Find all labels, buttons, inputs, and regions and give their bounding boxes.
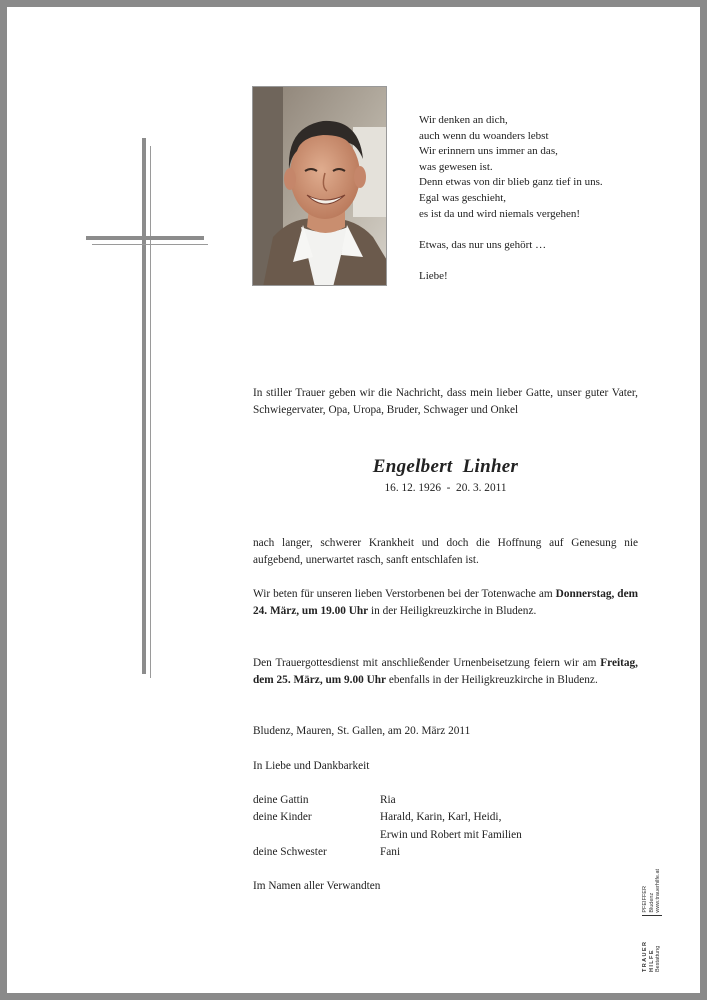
poem-line: auch wenn du woanders lebst [419, 129, 549, 142]
cross-horizontal-bar [86, 236, 204, 240]
poem-line: Wir erinnern uns immer an das, [419, 145, 558, 158]
cross-vertical-shadow [150, 146, 151, 678]
mourner-row [253, 827, 638, 844]
deceased-name: Engelbert Linher [372, 456, 519, 477]
mourner-relation: deine Kinder [253, 811, 312, 824]
wake-location: in der Heiligkreuzkirche in Bludenz. [368, 605, 537, 617]
mourner-relation [253, 827, 380, 844]
mourner-row [253, 792, 638, 809]
funeral-location: ebenfalls in der Heiligkreuzkirche in Bludenz. [386, 674, 598, 686]
logo-company-block [642, 867, 662, 913]
poem [419, 113, 669, 285]
funeral-home-logo [642, 867, 662, 972]
place-and-date: Bludenz, Mauren, St. Gallen, am 20. März 2011 [253, 725, 471, 737]
poem-line: es ist da und wird niemals vergehen! [419, 207, 581, 220]
mourner-names: Fani [380, 845, 401, 858]
cross-vertical-bar [142, 138, 146, 674]
logo-brand-block [642, 915, 662, 972]
mourner-relation: deine Gattin [253, 794, 309, 806]
closing-phrase: In Liebe und Dankbarkeit [253, 760, 370, 772]
poem-line: Denn etwas von dir blieb ganz tief in uns. [419, 176, 603, 189]
cross-horizontal-shadow [92, 244, 208, 245]
mourner-row [253, 809, 638, 826]
funeral-info [253, 655, 638, 689]
poem-stanza-break [419, 253, 669, 269]
funeral-info-text: Den Trauergottesdienst mit anschließender Urnenbeisetzung feiern wir am [253, 657, 601, 669]
life-dates: 16. 12. 1926 - 20. 3. 2011 [384, 482, 507, 494]
mourners-list [253, 792, 638, 861]
poem-stanza-break [419, 222, 669, 238]
mourner-names: Harald, Karin, Karl, Heidi, [380, 811, 502, 824]
poem-line: was gewesen ist. [419, 160, 493, 173]
funeral-date-time: Freitag, dem 25. März, um 9.00 Uhr [253, 657, 638, 686]
announcement-intro: In stiller Trauer geben wir die Nachricht, dass mein lieber Gatte, unser guter Vater, Schwiegervater, Opa, Uropa, Bruder, Schwager und Onkel [253, 387, 638, 416]
mourner-names: Erwin und Robert mit Familien [380, 828, 522, 841]
wake-info [253, 586, 638, 620]
portrait-photo [252, 86, 387, 286]
mourner-names: Ria [380, 794, 396, 806]
poem-line: Egal was geschieht, [419, 191, 507, 204]
logo-url: www.trauerhilfe.at [655, 868, 662, 913]
logo-company: PFEIFFER Bludenz [642, 886, 655, 913]
mourner-row [253, 844, 638, 861]
passing-text: nach langer, schwerer Krankheit und doch die Hoffnung auf Genesung nie aufgebend, unerwartet rasch, sanft entschlafen ist. [253, 537, 638, 566]
family-signature: Im Namen aller Verwandten [253, 880, 381, 892]
logo-sub: Bestattung [655, 945, 662, 972]
wake-date-time: Donnerstag, dem 24. März, um 19.00 Uhr [253, 588, 638, 617]
poem-line: Wir denken an dich, [419, 114, 508, 126]
wake-info-text: Wir beten für unseren lieben Verstorbenen bei der Totenwache am [253, 588, 556, 600]
poem-line: Etwas, das nur uns gehört … [419, 238, 547, 251]
poem-line: Liebe! [419, 269, 448, 282]
mourner-relation: deine Schwester [253, 845, 327, 858]
logo-brand: TRAUER HILFE [642, 940, 655, 972]
